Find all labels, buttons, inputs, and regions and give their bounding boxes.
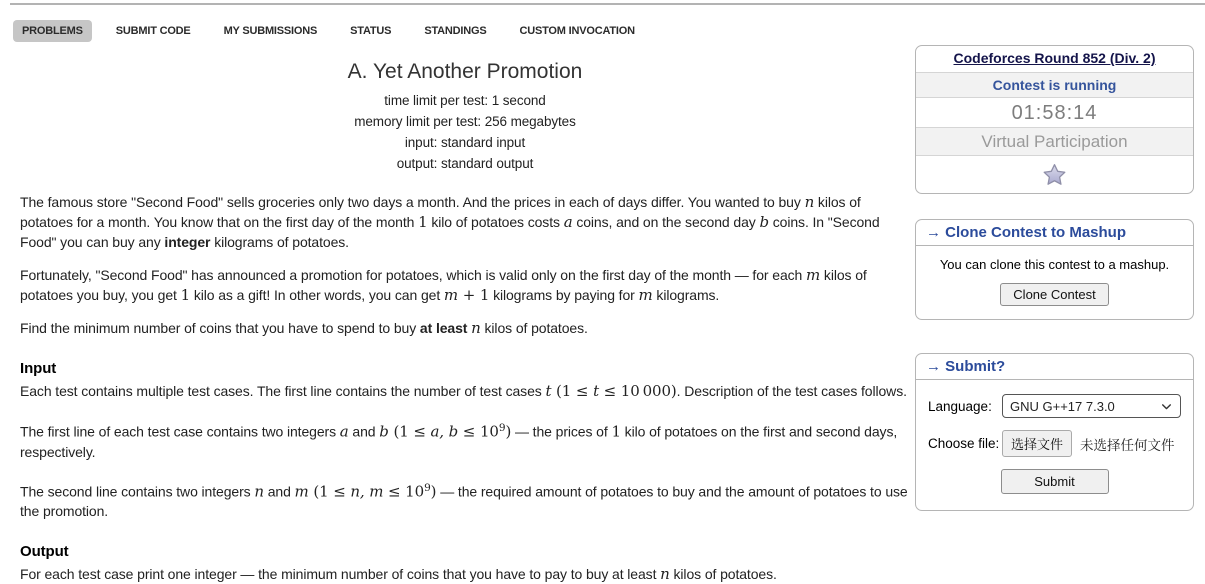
tab-my-submissions[interactable]: MY SUBMISSIONS (223, 25, 318, 37)
text-segment: The second line contains two integers (20, 483, 255, 500)
output-spec: output: standard output (396, 156, 534, 171)
contest-status: Contest is running (916, 72, 1193, 97)
problem-limits (20, 90, 910, 174)
contest-title-row (916, 46, 1193, 72)
submit-box-caption: → Submit? (916, 354, 1193, 380)
text-segment: 1 (611, 422, 621, 441)
contest-tabs (13, 20, 644, 42)
statement-paragraph (20, 318, 910, 338)
tab-submit-code[interactable]: SUBMIT CODE (115, 25, 191, 37)
favorite-star-button[interactable] (916, 155, 1193, 193)
text-segment: kilograms of potatoes. (210, 234, 349, 250)
text-segment: — the prices of (511, 423, 612, 440)
text-segment: n (254, 482, 264, 501)
text-segment: kilograms. (652, 287, 720, 303)
text-segment: 9 (424, 481, 431, 494)
text-segment: ≤ 10 000) (599, 382, 677, 400)
text-segment: The famous store "Second Food" sells groceries only two days a month. And the prices in each of days differ. You wanted to buy (20, 194, 805, 210)
text-segment: m (638, 286, 653, 304)
tab-custom-invocation[interactable]: CUSTOM INVOCATION (519, 25, 635, 37)
tab-standings[interactable]: STANDINGS (424, 25, 487, 37)
clone-box-caption: → Clone Contest to Mashup (916, 220, 1193, 246)
text-segment: n, m (350, 482, 384, 501)
text-segment: (1 ≤ (308, 482, 351, 501)
text-segment: kilo of potatoes costs (427, 214, 564, 230)
top-divider (10, 3, 1205, 5)
text-segment: 1 (180, 286, 191, 304)
text-segment: kilograms by paying for (489, 287, 639, 303)
text-segment: (1 ≤ (551, 382, 594, 400)
contest-timer: 01:58:14 (916, 97, 1193, 127)
language-select[interactable] (1002, 394, 1181, 418)
text-segment: 1 (418, 213, 428, 231)
text-segment: m (806, 266, 821, 284)
text-segment: kilos of potatoes. (669, 566, 777, 583)
text-segment: (1 ≤ (388, 422, 431, 441)
text-segment: 9 (498, 422, 506, 434)
text-segment: n (660, 565, 670, 584)
text-segment: m (443, 286, 459, 304)
text-segment: and (348, 423, 380, 440)
choose-file-row (928, 430, 1181, 457)
clone-box-body (916, 246, 1193, 319)
star-icon (1041, 162, 1068, 188)
statement-paragraph (20, 381, 910, 401)
text-segment: The first line of each test case contains two integers (20, 423, 340, 440)
text-segment: n (804, 193, 815, 211)
problem-title: A. Yet Another Promotion (347, 60, 583, 83)
text-segment: b (379, 422, 389, 441)
text-segment: ) (430, 482, 437, 501)
text-segment: ) (505, 422, 512, 441)
text-segment: For each test case print one integer — the minimum number of coins that you have to pay to buy at least (20, 566, 661, 583)
clone-contest-box (915, 219, 1194, 320)
statement-paragraph (20, 418, 910, 462)
text-segment: Each test contains multiple test cases. The first line contains the number of test cases (20, 383, 546, 399)
text-segment: Fortunately, "Second Food" has announced a promotion for potatoes, which is valid only on the first day of the month — for each (20, 267, 807, 283)
tab-problems[interactable]: PROBLEMS (13, 20, 92, 42)
submit-row (928, 469, 1181, 494)
tab-status[interactable]: STATUS (350, 25, 392, 37)
text-segment: ≤ 10 (383, 482, 425, 501)
text-segment: at least (419, 320, 468, 336)
statement-paragraph (20, 192, 910, 252)
text-segment: kilo of potatoes on the first and second days, respectively. (20, 423, 898, 460)
text-segment: coins. In "Second Food" you can buy any (20, 214, 880, 250)
chevron-down-icon (1160, 400, 1173, 413)
output-section-header: Output (20, 543, 69, 561)
time-limit: time limit per test: 1 second (384, 93, 546, 108)
text-segment: t (545, 382, 552, 400)
text-segment: kilos of potatoes. (480, 320, 588, 336)
clone-contest-button[interactable]: Clone Contest (1000, 283, 1108, 306)
statement-paragraph (20, 265, 910, 305)
text-segment: kilos of potatoes for a month. You know that on the first day of the month (20, 194, 861, 230)
text-segment: coins, and on the second day (572, 214, 760, 230)
text-segment: a, b (430, 422, 459, 441)
text-segment: t (593, 382, 599, 400)
submit-button[interactable]: Submit (1001, 469, 1109, 494)
choose-file-button[interactable]: 选择文件 (1002, 430, 1072, 457)
submit-box-body (916, 380, 1193, 510)
statement-paragraph (20, 564, 910, 584)
choose-file-label: Choose file: (928, 436, 1000, 451)
input-spec: input: standard input (404, 135, 526, 150)
contest-link[interactable]: Codeforces Round 852 (Div. 2) (953, 50, 1156, 66)
clone-box-text: You can clone this contest to a mashup. (939, 257, 1170, 272)
text-segment: Find the minimum number of coins that you have to spend to buy (20, 320, 420, 336)
participation-mode: Virtual Participation (916, 127, 1193, 155)
language-label: Language: (928, 398, 992, 414)
text-segment: integer (164, 234, 211, 250)
text-segment: a (563, 213, 573, 231)
problem-statement (20, 62, 910, 584)
text-segment: and (263, 483, 295, 500)
text-segment: n (471, 319, 481, 337)
file-status-text: 未选择任何文件 (1080, 437, 1175, 453)
contest-info-box (915, 45, 1194, 194)
text-segment: kilos of potatoes you buy, you get (20, 267, 867, 303)
sidebar (915, 45, 1194, 511)
submit-box (915, 353, 1194, 511)
text-segment: a (339, 422, 349, 441)
text-segment: — the required amount of potatoes to buy and the amount of potatoes to use the promotion. (20, 483, 908, 520)
text-segment: m (294, 482, 309, 501)
text-segment: b (759, 213, 769, 231)
text-segment: . Description of the test cases follows. (676, 383, 907, 399)
text-segment: + 1 (458, 286, 490, 304)
language-row (928, 394, 1181, 418)
statement-paragraph (20, 478, 910, 522)
memory-limit: memory limit per test: 256 megabytes (354, 114, 576, 129)
input-section-header: Input (20, 360, 57, 377)
language-selected-value: GNU G++17 7.3.0 (1010, 398, 1115, 414)
text-segment: ≤ 10 (458, 422, 499, 441)
text-segment: kilo as a gift! In other words, you can get (190, 287, 444, 303)
